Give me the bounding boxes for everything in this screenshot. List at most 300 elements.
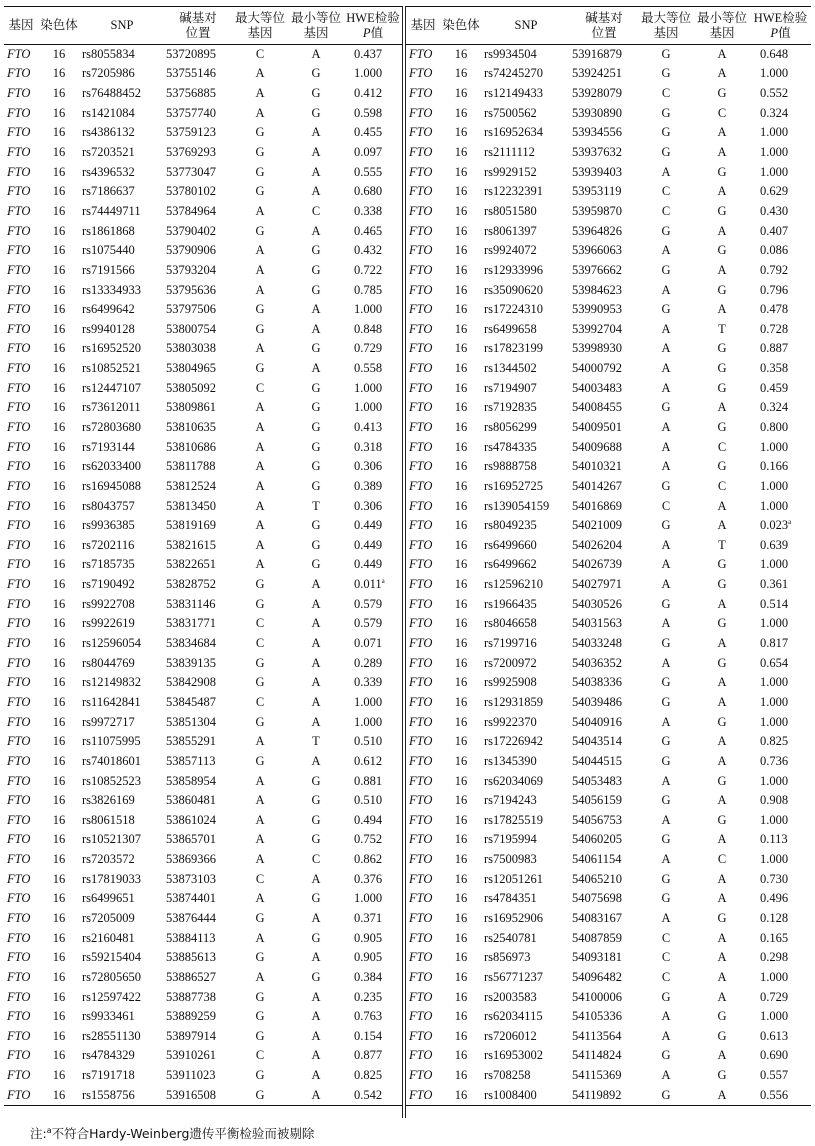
cell-position: 53990953: [572, 302, 622, 317]
cell-gene: FTO: [7, 419, 31, 434]
header-gene: 基因: [4, 7, 38, 45]
cell-chromosome: 16: [454, 145, 468, 160]
table-row: [4, 182, 402, 202]
cell-position: 53784964: [166, 203, 216, 218]
cell-hwe-p: 0.071: [354, 636, 383, 651]
cell-minor-allele: C: [717, 478, 727, 493]
cell-major-allele: G: [638, 1085, 694, 1105]
cell-snp: rs1345390: [484, 753, 537, 768]
cell-gene: FTO: [7, 753, 31, 768]
cell-minor-allele: A: [717, 675, 727, 690]
cell-gene: FTO: [409, 930, 433, 945]
footnote-marker: a: [381, 577, 385, 586]
cell-minor-allele: G: [311, 459, 321, 474]
table-row: [406, 987, 811, 1007]
cell-chromosome: 16: [454, 459, 468, 474]
cell-snp: rs7200972: [484, 655, 537, 670]
table-row: [4, 241, 402, 261]
cell-minor-allele: C: [717, 105, 727, 120]
cell-gene: FTO: [7, 439, 31, 454]
cell-gene: FTO: [7, 145, 31, 160]
cell-major-allele: A: [661, 655, 671, 670]
cell-chromosome: 16: [454, 655, 468, 670]
cell-hwe-p: 1.000: [760, 616, 789, 631]
cell-gene: FTO: [7, 871, 31, 886]
table-row: [406, 810, 811, 830]
table-header-row: [4, 7, 402, 45]
cell-position: 54105336: [572, 1009, 622, 1024]
cell-chromosome: 16: [454, 793, 468, 808]
cell-position: 53755146: [166, 66, 216, 81]
cell-snp: rs7500983: [484, 852, 537, 867]
cell-chromosome: 16: [52, 1048, 66, 1063]
table-row: [4, 634, 402, 654]
cell-major-allele: A: [661, 812, 671, 827]
cell-chromosome: 16: [52, 577, 66, 592]
cell-position: 53804965: [166, 361, 216, 376]
cell-chromosome: 16: [52, 1009, 66, 1024]
table-row: [406, 791, 811, 811]
cell-snp: rs9922370: [484, 714, 537, 729]
cell-chromosome: 16: [454, 1028, 468, 1043]
cell-chromosome: 16: [52, 125, 66, 140]
cell-minor-allele: A: [311, 714, 321, 729]
cell-hwe-p: 0.449: [354, 518, 383, 533]
cell-snp: rs9888758: [484, 459, 537, 474]
cell-gene: FTO: [7, 203, 31, 218]
cell-major-allele: C: [255, 1048, 265, 1063]
cell-hwe-p: 0.459: [760, 380, 789, 395]
cell-gene: FTO: [409, 184, 433, 199]
table-row: [4, 575, 402, 595]
cell-position: 53861024: [166, 812, 216, 827]
cell-major-allele: G: [661, 518, 671, 533]
cell-position: 53769293: [166, 145, 216, 160]
cell-minor-allele: A: [288, 1085, 344, 1105]
cell-position: 53805092: [166, 380, 216, 395]
cell-minor-allele: A: [717, 596, 727, 611]
cell-hwe-p: 0.023$^a$: [760, 518, 792, 533]
cell-hwe-p: 0.785: [354, 282, 383, 297]
cell-minor-allele: G: [717, 1009, 727, 1024]
cell-chromosome: 16: [52, 498, 66, 513]
cell-minor-allele: C: [311, 203, 321, 218]
cell-snp: rs7185735: [82, 557, 135, 572]
cell-snp: rs9924072: [484, 243, 537, 258]
cell-snp: rs7500562: [484, 105, 537, 120]
cell-gene: FTO: [7, 262, 31, 277]
cell-chromosome: 16: [440, 1085, 482, 1105]
cell-hwe-p: 0.514: [760, 596, 789, 611]
cell-hwe-p: 0.877: [354, 1048, 383, 1063]
cell-position: 53998930: [572, 341, 622, 356]
cell-snp: rs7203572: [82, 852, 135, 867]
cell-chromosome: 16: [52, 105, 66, 120]
cell-major-allele: A: [661, 577, 671, 592]
cell-snp: rs8061397: [484, 223, 537, 238]
table-row: [406, 477, 811, 497]
cell-snp: rs6499660: [484, 537, 537, 552]
cell-major-allele: A: [661, 852, 671, 867]
header-snp: SNP: [80, 7, 164, 45]
cell-snp: rs6499642: [82, 302, 135, 317]
cell-position: 54030526: [572, 596, 622, 611]
cell-hwe-p: 0.825: [354, 1068, 383, 1083]
cell-position: 53803038: [166, 341, 216, 356]
cell-chromosome: 16: [454, 341, 468, 356]
cell-minor-allele: G: [717, 773, 727, 788]
cell-gene: FTO: [7, 125, 31, 140]
cell-snp: rs7193144: [82, 439, 135, 454]
cell-position: 53911023: [166, 1068, 216, 1083]
cell-position: 54036352: [572, 655, 622, 670]
cell-position: 53976662: [572, 262, 622, 277]
cell-gene: FTO: [409, 321, 433, 336]
cell-chromosome: 16: [52, 616, 66, 631]
cell-minor-allele: G: [311, 341, 321, 356]
cell-major-allele: A: [661, 537, 671, 552]
table-row: [406, 1046, 811, 1066]
cell-major-allele: G: [232, 1085, 288, 1105]
cell-major-allele: G: [255, 164, 265, 179]
cell-chromosome: 16: [454, 184, 468, 199]
cell-gene: FTO: [409, 380, 433, 395]
cell-hwe-p: 0.376: [354, 871, 383, 886]
header-chromosome: 染色体: [38, 7, 80, 45]
cell-minor-allele: A: [717, 969, 727, 984]
cell-chromosome: 16: [454, 950, 468, 965]
cell-minor-allele: G: [311, 557, 321, 572]
cell-minor-allele: G: [311, 832, 321, 847]
table-row: [4, 378, 402, 398]
table-row: [4, 300, 402, 320]
cell-snp: rs1421084: [82, 105, 135, 120]
cell-chromosome: 16: [52, 871, 66, 886]
header-major-allele: 最大等位 基因: [232, 7, 288, 45]
cell-major-allele: G: [661, 753, 671, 768]
cell-major-allele: A: [255, 66, 265, 81]
table-row: [406, 850, 811, 870]
cell-position: 53873103: [166, 871, 216, 886]
cell-chromosome: 16: [52, 891, 66, 906]
cell-major-allele: C: [661, 203, 671, 218]
cell-minor-allele: G: [311, 478, 321, 493]
header-snp: SNP: [482, 7, 570, 45]
table-row: [4, 1046, 402, 1066]
header-minor-allele: 最小等位 基因: [288, 7, 344, 45]
cell-gene: FTO: [7, 164, 31, 179]
cell-gene: FTO: [7, 636, 31, 651]
cell-minor-allele: A: [311, 1028, 321, 1043]
cell-major-allele: A: [255, 419, 265, 434]
cell-gene: FTO: [409, 47, 433, 62]
cell-snp: rs74245270: [484, 66, 544, 81]
table-row: [406, 280, 811, 300]
cell-snp: rs56771237: [484, 969, 544, 984]
cell-chromosome: 16: [52, 400, 66, 415]
cell-hwe-p: 0.324: [760, 105, 789, 120]
cell-major-allele: G: [255, 577, 265, 592]
cell-snp: rs139054159: [484, 498, 550, 513]
cell-gene: FTO: [409, 989, 433, 1004]
cell-gene: FTO: [409, 675, 433, 690]
cell-minor-allele: T: [718, 321, 726, 336]
cell-gene: FTO: [7, 734, 31, 749]
cell-gene: FTO: [7, 86, 31, 101]
cell-position: 53953119: [572, 184, 622, 199]
cell-major-allele: G: [255, 302, 265, 317]
table-row: [406, 64, 811, 84]
cell-hwe-p: 0.729: [354, 341, 383, 356]
cell-hwe-p: 0.613: [760, 1028, 789, 1043]
cell-major-allele: A: [661, 164, 671, 179]
cell-chromosome: 16: [454, 714, 468, 729]
cell-chromosome: 16: [52, 184, 66, 199]
cell-major-allele: A: [255, 793, 265, 808]
cell-minor-allele: G: [717, 1028, 727, 1043]
cell-snp: rs74018601: [82, 753, 142, 768]
cell-minor-allele: G: [311, 243, 321, 258]
cell-snp: rs12597422: [82, 989, 142, 1004]
cell-position: 53916879: [572, 47, 622, 62]
cell-minor-allele: A: [717, 753, 727, 768]
cell-gene: FTO: [7, 793, 31, 808]
cell-position: 53928079: [572, 86, 622, 101]
cell-position: 54016869: [572, 498, 622, 513]
cell-chromosome: 16: [52, 969, 66, 984]
cell-snp: rs16953002: [484, 1048, 544, 1063]
cell-snp: rs1558756: [80, 1085, 164, 1105]
table-row: [406, 123, 811, 143]
cell-position: 53810686: [166, 439, 216, 454]
cell-hwe-p: 1.000: [760, 439, 789, 454]
cell-gene: FTO: [7, 989, 31, 1004]
cell-minor-allele: G: [311, 419, 321, 434]
cell-position: 53916508: [164, 1085, 232, 1105]
cell-hwe-p: 1.000: [760, 478, 789, 493]
cell-major-allele: A: [661, 361, 671, 376]
cell-major-allele: G: [255, 1009, 265, 1024]
cell-hwe-p: 0.800: [760, 419, 789, 434]
cell-snp: rs59215404: [82, 950, 142, 965]
header-minor-allele: 最小等位 基因: [694, 7, 750, 45]
cell-hwe-p: 0.629: [760, 184, 789, 199]
cell-hwe-p: 0.556: [750, 1085, 811, 1105]
table-row: [406, 673, 811, 693]
table-row: [406, 752, 811, 772]
cell-minor-allele: T: [312, 498, 320, 513]
cell-minor-allele: A: [717, 302, 727, 317]
cell-major-allele: C: [661, 930, 671, 945]
cell-gene: FTO: [409, 478, 433, 493]
cell-gene: FTO: [7, 1028, 31, 1043]
cell-chromosome: 16: [454, 498, 468, 513]
cell-position: 53834684: [166, 636, 216, 651]
cell-major-allele: G: [661, 596, 671, 611]
cell-chromosome: 16: [454, 262, 468, 277]
cell-gene: FTO: [7, 321, 31, 336]
cell-chromosome: 16: [52, 714, 66, 729]
cell-major-allele: G: [661, 891, 671, 906]
cell-minor-allele: G: [717, 282, 727, 297]
cell-position: 54010321: [572, 459, 622, 474]
table-row: [4, 359, 402, 379]
cell-minor-allele: G: [717, 419, 727, 434]
cell-major-allele: G: [255, 714, 265, 729]
cell-gene: FTO: [409, 400, 433, 415]
cell-position: 53813450: [166, 498, 216, 513]
cell-position: 53959870: [572, 203, 622, 218]
cell-major-allele: A: [661, 439, 671, 454]
cell-snp: rs16945088: [82, 478, 142, 493]
table-row: [406, 575, 811, 595]
cell-major-allele: C: [255, 871, 265, 886]
table-row: [4, 103, 402, 123]
cell-hwe-p: 0.361: [760, 577, 789, 592]
cell-major-allele: G: [255, 655, 265, 670]
cell-position: 54009688: [572, 439, 622, 454]
table-row: [406, 712, 811, 732]
cell-snp: rs10852523: [82, 773, 142, 788]
cell-minor-allele: A: [717, 694, 727, 709]
cell-hwe-p: 0.557: [760, 1068, 789, 1083]
cell-snp: rs7205986: [82, 66, 135, 81]
cell-minor-allele: A: [717, 498, 727, 513]
cell-snp: rs16952906: [484, 911, 544, 925]
cell-minor-allele: G: [717, 380, 727, 395]
cell-position: 53845487: [166, 694, 216, 709]
cell-minor-allele: T: [718, 537, 726, 552]
cell-major-allele: C: [255, 636, 265, 651]
cell-hwe-p: 0.455: [354, 125, 383, 140]
table-row: [406, 319, 811, 339]
cell-snp: rs10852521: [82, 361, 142, 376]
cell-snp: rs8051580: [484, 203, 537, 218]
cell-position: 53809861: [166, 400, 216, 415]
cell-hwe-p: 0.598: [354, 105, 383, 120]
cell-chromosome: 16: [454, 282, 468, 297]
table-row: [406, 909, 811, 929]
table-row: [4, 45, 402, 65]
cell-position: 53874401: [166, 891, 216, 906]
cell-hwe-p: 0.166: [760, 459, 789, 474]
cell-chromosome: 16: [454, 930, 468, 945]
table-row: [406, 261, 811, 281]
cell-major-allele: A: [255, 969, 265, 984]
cell-chromosome: 16: [52, 852, 66, 867]
cell-position: 53851304: [166, 714, 216, 729]
cell-major-allele: G: [255, 223, 265, 238]
cell-gene: FTO: [409, 616, 433, 631]
cell-hwe-p: 0.680: [354, 184, 383, 199]
cell-snp: rs12933996: [484, 262, 544, 277]
cell-hwe-p: 1.000: [760, 164, 789, 179]
cell-minor-allele: A: [717, 125, 727, 140]
cell-gene: FTO: [7, 852, 31, 867]
cell-position: 54053483: [572, 773, 622, 788]
cell-minor-allele: G: [717, 203, 727, 218]
cell-major-allele: A: [661, 282, 671, 297]
cell-hwe-p: 0.389: [354, 478, 383, 493]
cell-major-allele: C: [661, 86, 671, 101]
cell-gene: FTO: [409, 596, 433, 611]
cell-hwe-p: 0.510: [354, 793, 383, 808]
cell-hwe-p: 1.000: [760, 498, 789, 513]
cell-minor-allele: A: [717, 793, 727, 808]
cell-minor-allele: G: [717, 616, 727, 631]
cell-minor-allele: A: [717, 184, 727, 199]
cell-snp: rs11075995: [82, 734, 141, 749]
cell-major-allele: C: [255, 47, 265, 62]
table-row: [4, 712, 402, 732]
cell-snp: rs8046658: [484, 616, 537, 631]
cell-chromosome: 16: [52, 282, 66, 297]
cell-position: 54119892: [570, 1085, 638, 1105]
table-row: [4, 261, 402, 281]
cell-minor-allele: A: [311, 1009, 321, 1024]
table-row: [4, 987, 402, 1007]
cell-chromosome: 16: [52, 557, 66, 572]
cell-major-allele: G: [255, 125, 265, 140]
cell-minor-allele: A: [717, 734, 727, 749]
cell-chromosome: 16: [52, 793, 66, 808]
cell-snp: rs2003583: [484, 989, 537, 1004]
cell-position: 54093181: [572, 950, 622, 965]
cell-position: 54061154: [572, 852, 622, 867]
cell-snp: rs708258: [484, 1068, 531, 1083]
footnote-marker: a: [788, 518, 792, 527]
cell-chromosome: 16: [454, 753, 468, 768]
cell-major-allele: G: [661, 832, 671, 847]
cell-major-allele: G: [255, 1068, 265, 1083]
cell-chromosome: 16: [454, 419, 468, 434]
cell-position: 53884113: [166, 930, 216, 945]
cell-minor-allele: A: [311, 911, 321, 925]
cell-minor-allele: A: [717, 871, 727, 886]
cell-hwe-p: 0.086: [760, 243, 789, 258]
cell-snp: rs1861868: [82, 223, 135, 238]
cell-snp: rs72803680: [82, 419, 142, 434]
cell-minor-allele: G: [717, 341, 727, 356]
cell-major-allele: C: [255, 380, 265, 395]
cell-gene: FTO: [406, 1085, 440, 1105]
cell-gene: FTO: [409, 852, 433, 867]
cell-major-allele: G: [661, 125, 671, 140]
cell-position: 54003483: [572, 380, 622, 395]
cell-chromosome: 16: [52, 145, 66, 160]
cell-gene: FTO: [409, 577, 433, 592]
cell-chromosome: 16: [52, 361, 66, 376]
cell-position: 53800754: [166, 321, 216, 336]
cell-minor-allele: G: [311, 793, 321, 808]
cell-major-allele: G: [661, 478, 671, 493]
table-row: [406, 496, 811, 516]
cell-position: 54031563: [572, 616, 622, 631]
cell-hwe-p: 0.113: [760, 832, 788, 847]
cell-snp: rs9934504: [484, 47, 537, 62]
cell-hwe-p: 1.000: [760, 145, 789, 160]
cell-major-allele: A: [255, 518, 265, 533]
cell-position: 54009501: [572, 419, 622, 434]
cell-minor-allele: G: [717, 655, 727, 670]
cell-snp: rs7190492: [82, 577, 135, 592]
cell-chromosome: 16: [454, 203, 468, 218]
cell-hwe-p: 0.654: [760, 655, 789, 670]
cell-position: 54113564: [572, 1028, 622, 1043]
cell-chromosome: 16: [454, 243, 468, 258]
cell-position: 54033248: [572, 636, 622, 651]
table-row: [406, 968, 811, 988]
